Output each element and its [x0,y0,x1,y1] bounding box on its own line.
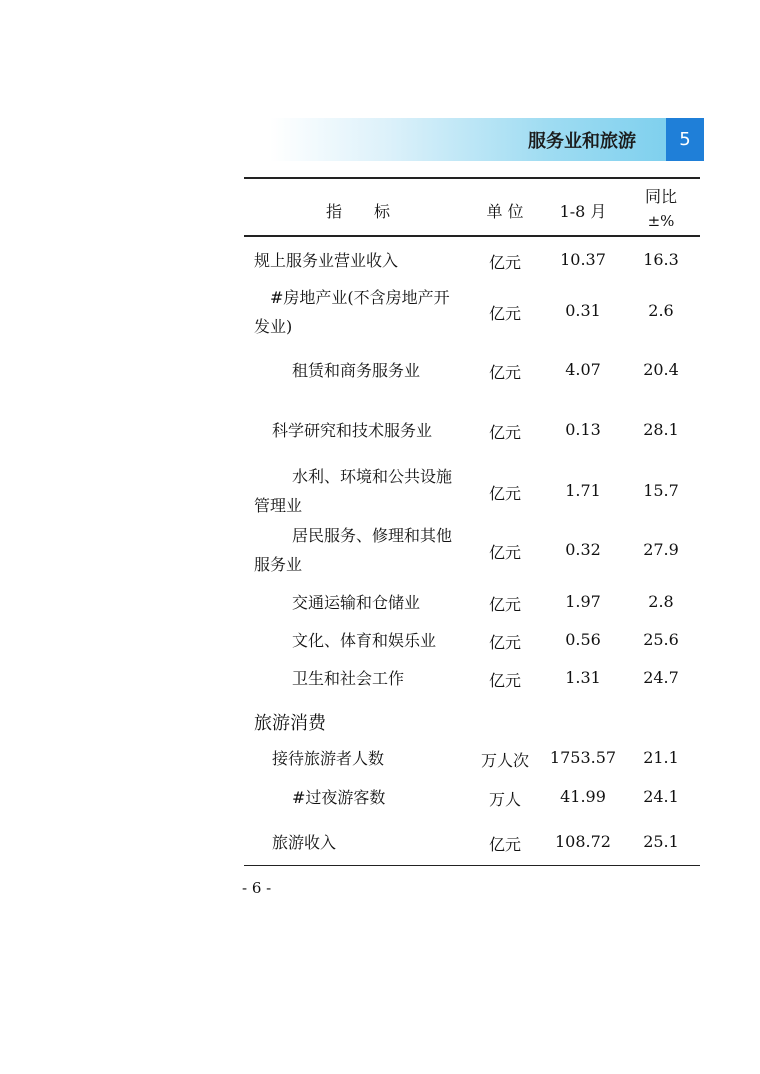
table-header-rule [244,235,700,237]
row-value: 1.97 [565,592,601,611]
row-value: 1753.57 [549,748,617,767]
page-number: - 6 - [242,879,272,897]
row-unit: 万人次 [480,751,529,770]
row-unit: 亿元 [488,671,521,690]
row-name: 居民服务、修理和其他服务业 [254,526,453,574]
row-yoy: 15.7 [643,481,679,500]
col-header-period: 1-8 月 [559,202,607,221]
row-unit: 亿元 [488,423,521,442]
row-value: 0.32 [565,540,601,559]
row-value: 1.31 [565,668,601,687]
table-top-rule [244,177,700,179]
row-name: 接待旅游者人数 [272,749,385,768]
row-yoy: 24.7 [643,668,679,687]
row-yoy: 24.1 [643,787,679,806]
chapter-number: 5 [666,118,704,161]
row-yoy: 2.8 [648,592,674,611]
col-header-indicator: 指 标 [326,202,391,221]
row-yoy: 20.4 [643,360,679,379]
row-unit: 亿元 [488,304,521,323]
row-name: 旅游收入 [272,833,337,852]
chapter-title: 服务业和旅游 [528,131,636,152]
row-yoy: 25.1 [643,832,679,851]
row-yoy: 28.1 [643,420,679,439]
row-value: 1.71 [565,481,601,500]
row-name: 卫生和社会工作 [292,669,405,688]
row-name: #过夜游客数 [292,788,386,807]
row-value: 0.31 [565,301,601,320]
row-name: 交通运输和仓储业 [292,593,421,612]
table-bottom-rule [244,865,700,866]
row-unit: 亿元 [488,484,521,503]
row-name: 水利、环境和公共设施管理业 [254,467,453,515]
row-value: 0.56 [565,630,601,649]
row-value: 10.37 [560,250,606,269]
row-unit: 亿元 [488,363,521,382]
col-header-yoy: 同比 [644,187,677,206]
row-value: 108.72 [555,832,611,851]
section-title-tourism: 旅游消费 [254,713,326,734]
row-yoy: 2.6 [648,301,674,320]
row-yoy: 21.1 [643,748,679,767]
row-yoy: 27.9 [643,540,679,559]
row-unit: 亿元 [488,595,521,614]
row-unit: 亿元 [488,633,521,652]
col-header-unit: 单 位 [486,202,524,221]
row-unit: 万人 [488,790,521,809]
row-yoy: 16.3 [643,250,679,269]
row-name: #房地产业(不含房地产开发业) [254,288,450,336]
row-name: 规上服务业营业收入 [254,251,399,270]
row-unit: 亿元 [488,543,521,562]
row-name: 科学研究和技术服务业 [272,421,433,440]
row-name: 租赁和商务服务业 [292,361,421,380]
row-value: 4.07 [565,360,601,379]
row-value: 41.99 [560,787,606,806]
col-header-yoy-unit: ±% [647,212,675,230]
row-yoy: 25.6 [643,630,679,649]
row-name: 文化、体育和娱乐业 [292,631,437,650]
row-unit: 亿元 [488,835,521,854]
chapter-banner [270,118,666,161]
row-value: 0.13 [565,420,601,439]
row-unit: 亿元 [488,253,521,272]
